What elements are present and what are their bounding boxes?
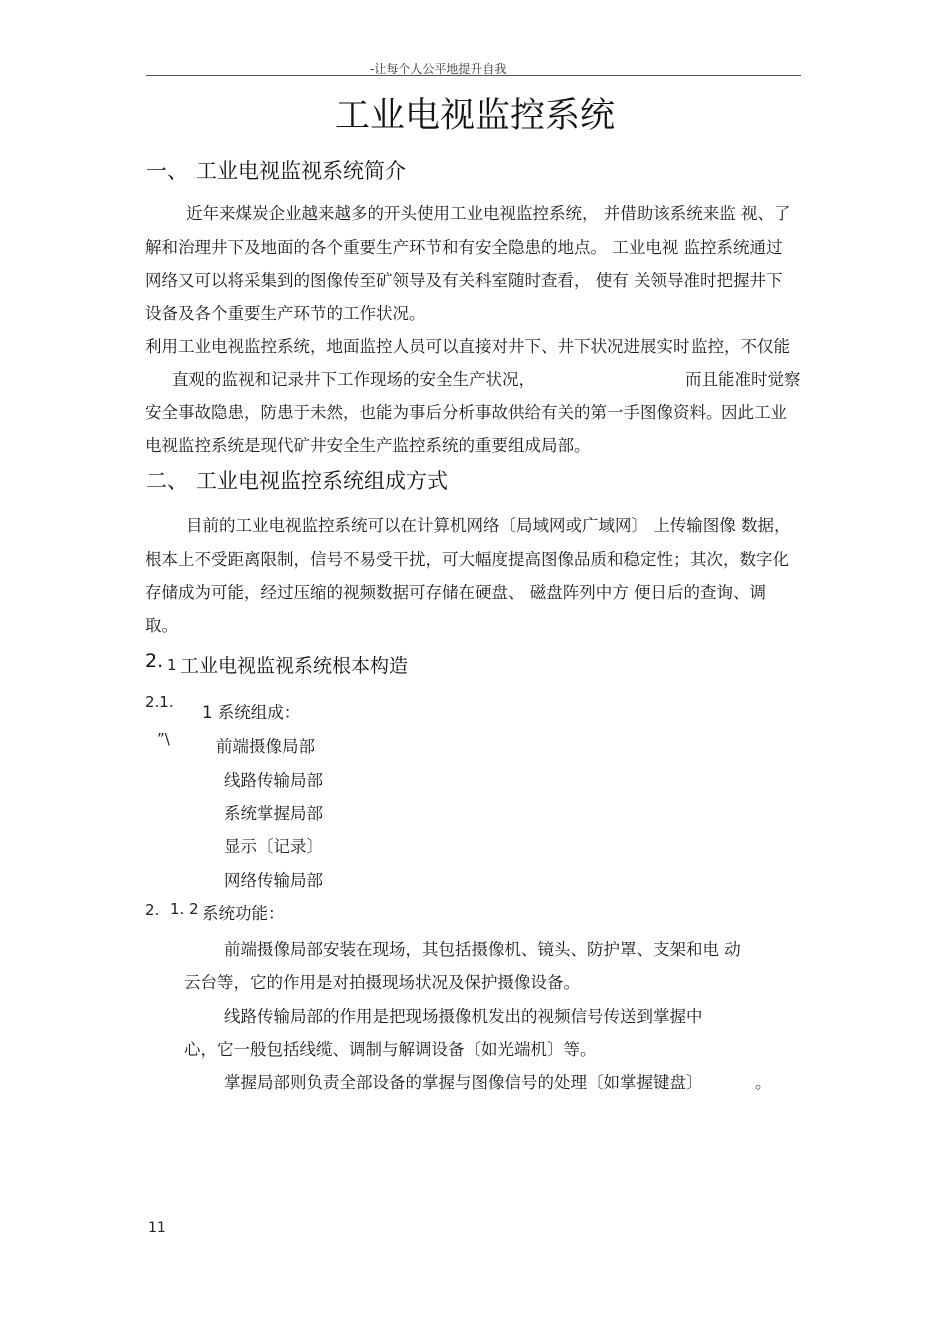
function-line-5: 掌握局部则负责全部设备的掌握与图像信号的处理〔如掌握键盘〕 (224, 1073, 703, 1092)
subsection-2-1-1-heading: 1 系统组成： (202, 703, 301, 722)
section1-heading: 工业电视监视系统简介 (196, 159, 406, 183)
function-line-1: 前端摄像局部安装在现场，其包括摄像机、镜头、防护罩、支架和电 动 (224, 940, 741, 959)
subsection-2-1-2-heading: 系统功能： (202, 904, 285, 923)
subsection-2-1-number: 2. (145, 650, 164, 672)
section1-line-3: 网络又可以将采集到的图像传至矿领导及有关科室随时查看， 使有 关领导准时把握井下 (145, 271, 783, 290)
section2-line-4: 取。 (145, 616, 178, 635)
component-item: 线路传输局部 (224, 771, 323, 790)
section1-line-6b: 而且能准时觉察 (685, 370, 801, 389)
function-line-4: 心，它一般包括线缆、调制与解调设备〔如光端机〕等。 (184, 1040, 597, 1059)
section1-line-7: 安全事故隐患，防患于未然，也能为事后分析事故供给有关的第一手图像资料。 (145, 403, 723, 422)
subsection-2-1-heading: 工业电视监视系统根本构造 (180, 655, 409, 677)
subsection-2-1-number-b: 1 (167, 656, 177, 674)
page-header-text: -让每个人公平地提升自我 (370, 62, 507, 76)
section2-line-1: 目前的工业电视监控系统可以在计算机网络〔局域网或广域网〕 上传输图像 数据， (186, 516, 791, 535)
section1-line-6: 直观的监视和记录井下工作现场的安全生产状况， (172, 370, 535, 389)
section1-line-2: 解和治理井下及地面的各个重要生产环节和有安全隐患的地点。 工业电视 监控系统通过 (145, 238, 783, 257)
component-item: 网络传输局部 (224, 871, 323, 890)
section2-heading-number: 二、 (146, 469, 188, 493)
section2-line-2b: 其次，数字化 (690, 550, 789, 569)
component-item: 系统掌握局部 (224, 804, 323, 823)
subsection-2-1-2-number: 2. (145, 901, 160, 919)
component-item: 显示〔记录〕 (224, 837, 323, 856)
page-number: 11 (148, 1220, 166, 1236)
section2-heading: 工业电视监控系统组成方式 (196, 469, 448, 493)
header-divider (146, 75, 801, 76)
section1-line-7b: 因此工业 (721, 403, 787, 422)
function-line-3: 线路传输局部的作用是把现场摄像机发出的视频信号传送到掌握中 (224, 1007, 703, 1026)
document-title: 工业电视监控系统 (334, 96, 615, 136)
function-line-5-period: 。 (755, 1073, 772, 1092)
section2-line-3: 存储成为可能，经过压缩的视频数据可存储在硬盘、 磁盘阵列中方 便日后的查询、调 (145, 583, 766, 602)
component-item: 前端摄像局部 (216, 737, 315, 756)
subsection-2-1-1-number: 2.1. (145, 693, 174, 711)
function-line-2: 云台等，它的作用是对拍摄现场状况及保护摄像设备。 (184, 973, 580, 992)
subsection-2-1-2-number-b: 1. 2 (170, 900, 199, 918)
section1-line-4: 设备及各个重要生产环节的工作状况。 (145, 304, 426, 323)
section1-line-1: 近年来煤炭企业越来越多的开头使用工业电视监控系统， 并借助该系统来监 视、了 (186, 204, 791, 223)
section1-line-8: 电视监控系统是现代矿井安全生产监控系统的重要组成局部。 (145, 436, 591, 455)
section1-line-5: 利用工业电视监控系统，地面监控人员可以直接对井下、井下状况进展实时 (145, 337, 690, 356)
stray-mark: ”\ (157, 730, 170, 748)
section1-heading-number: 一、 (146, 159, 188, 183)
section1-line-5b: 监控，不仅能 (691, 337, 790, 356)
section2-line-2: 根本上不受距离限制，信号不易受干扰，可大幅度提高图像品质和稳定性； (145, 550, 690, 569)
